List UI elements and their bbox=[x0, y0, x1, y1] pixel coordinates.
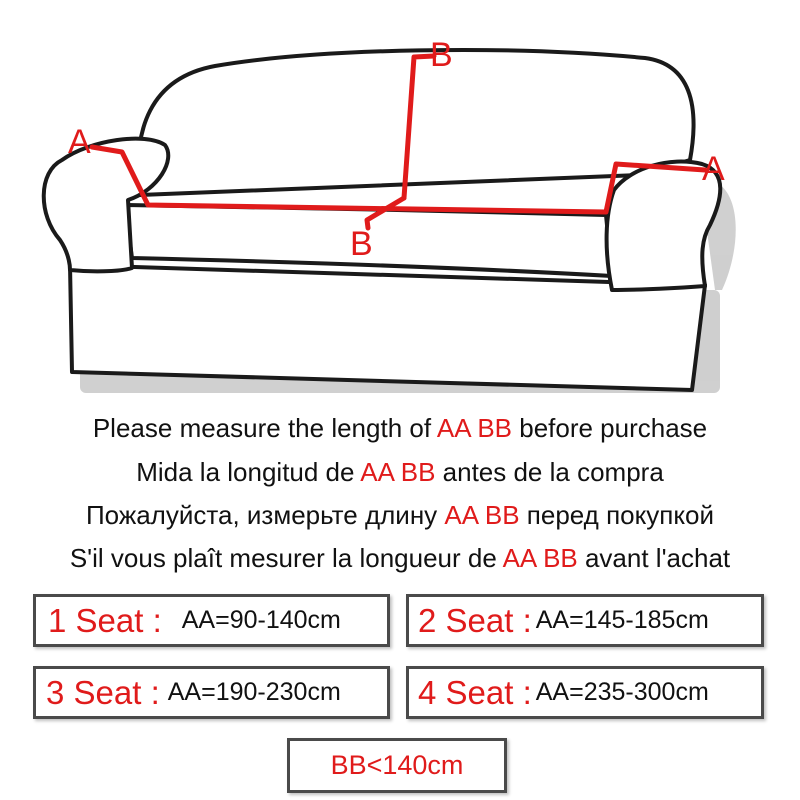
label-a-right: A bbox=[702, 150, 725, 188]
instruction-highlight: AA BB bbox=[436, 413, 513, 443]
sofa-outline bbox=[44, 50, 721, 390]
size-box-2-seat bbox=[406, 594, 764, 647]
seat-range: AA=190-230cm bbox=[167, 678, 341, 706]
label-b-bottom: B bbox=[350, 225, 373, 263]
instruction-french bbox=[0, 543, 800, 574]
label-a-left: A bbox=[68, 123, 91, 161]
instruction-text: avant l'achat bbox=[577, 543, 731, 573]
label-b-top: B bbox=[430, 36, 453, 74]
seat-label: 4 Seat : bbox=[418, 673, 532, 711]
instruction-text: Please measure the length of bbox=[92, 413, 437, 443]
instruction-english bbox=[0, 413, 800, 444]
seat-range: AA=90-140cm bbox=[181, 606, 341, 634]
instruction-highlight: AA BB bbox=[360, 457, 436, 487]
bb-limit-box bbox=[287, 738, 507, 793]
seat-range: AA=235-300cm bbox=[535, 678, 709, 706]
seat-label: 2 Seat : bbox=[418, 601, 532, 639]
instruction-russian bbox=[0, 500, 800, 531]
seat-label: 3 Seat : bbox=[46, 673, 160, 711]
instruction-text: Пожалуйста, измерьте длину bbox=[85, 500, 445, 530]
size-box-3-seat bbox=[33, 666, 390, 719]
instruction-highlight: AA BB bbox=[502, 543, 578, 573]
instruction-text: Mida la longitud de bbox=[136, 457, 361, 487]
seat-label: 1 Seat : bbox=[48, 601, 162, 639]
instruction-text: S'il vous plaît mesurer la longueur de bbox=[69, 543, 503, 573]
size-box-1-seat bbox=[33, 594, 390, 647]
instruction-text: перед покупкой bbox=[519, 500, 715, 530]
seat-range: AA=145-185cm bbox=[535, 606, 709, 634]
instruction-spanish bbox=[0, 457, 800, 488]
bb-limit-text: BB<140cm bbox=[330, 750, 464, 780]
instruction-text: antes de la compra bbox=[435, 457, 664, 487]
instruction-text: before purchase bbox=[512, 413, 708, 443]
size-box-4-seat bbox=[406, 666, 764, 719]
sofa-backrest bbox=[138, 50, 693, 195]
instruction-highlight: AA BB bbox=[444, 500, 520, 530]
